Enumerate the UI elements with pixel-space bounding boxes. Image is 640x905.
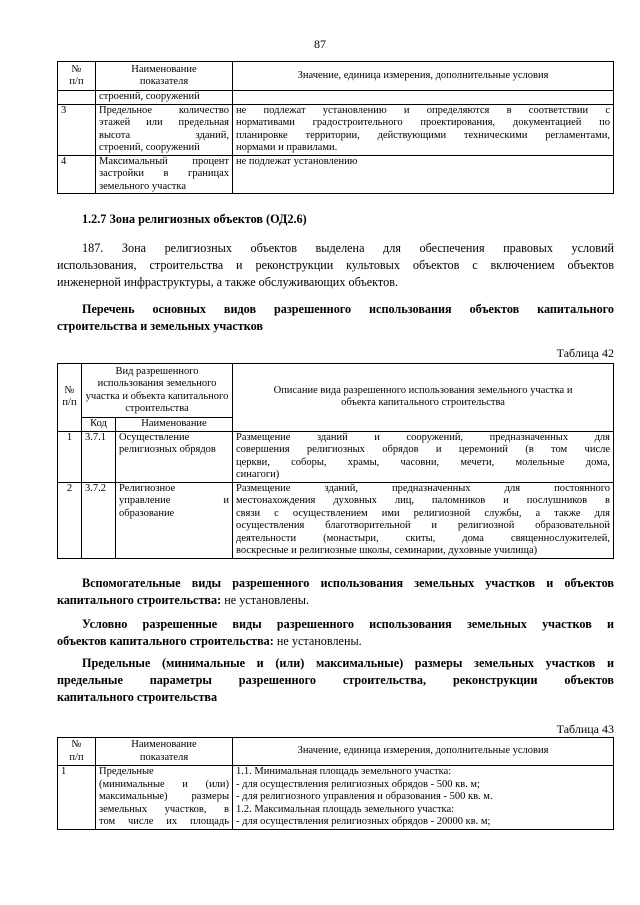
table-43 bbox=[57, 737, 614, 830]
aux-line: Вспомогательные виды разрешенного использования земельных участков и объектов bbox=[82, 576, 614, 590]
desc-line: местонахождения духовных лиц, паломников и послушников в bbox=[236, 495, 610, 506]
col-header-code: Код bbox=[82, 418, 116, 432]
row-value bbox=[233, 104, 614, 155]
aux-bold: капитального строительства: bbox=[57, 593, 222, 607]
cond-bold: объектов капитального строительства: bbox=[57, 634, 274, 648]
name-line: высота зданий, bbox=[99, 129, 229, 141]
col-header-description: Описание вида разрешенного использования земельного участка и объекта капитального строительства bbox=[233, 364, 614, 432]
col-header-no: № п/п bbox=[58, 62, 96, 91]
section-heading: 1.2.7 Зона религиозных объектов (ОД2.6) bbox=[82, 212, 307, 226]
name-line: образование bbox=[119, 507, 175, 519]
value-line: 1.1. Минимальная площадь земельного участка: bbox=[236, 766, 452, 777]
value-line: - для религиозного управления и образования - 500 кв. м. bbox=[236, 791, 493, 802]
value-line: 1.2. Максимальная площадь земельного участка: bbox=[236, 803, 455, 815]
row-no: 1 bbox=[58, 431, 82, 482]
limits-title bbox=[57, 655, 614, 706]
cond-line: Условно разрешенные виды разрешенного использования земельных участков и bbox=[82, 617, 614, 631]
title-line: Предельные (минимальные и (или) максимальные) размеры земельных участков и bbox=[82, 656, 614, 670]
row-value bbox=[233, 91, 614, 105]
row-name bbox=[96, 104, 233, 155]
row-code: 3.7.2 bbox=[82, 482, 116, 558]
value-line: планировке территории, действующими техническими регламентами, bbox=[236, 129, 610, 141]
cond-tail: не установлены. bbox=[273, 634, 362, 648]
table-row bbox=[58, 482, 614, 558]
desc-line: осуществления благотворительной и религиозной образовательной bbox=[236, 520, 610, 531]
desc-line: связи с осуществлением ими религиозной службы, а также для bbox=[236, 507, 610, 519]
col-header-name: Наименование показателя bbox=[96, 738, 233, 766]
name-line: том числе их площадь bbox=[99, 816, 229, 827]
table-continuation bbox=[57, 61, 614, 194]
name-line: Максимальный процент bbox=[99, 155, 229, 167]
desc-line: церкви, соборы, храмы, часовни, мечети, молельные дома, bbox=[236, 456, 610, 468]
row-name bbox=[96, 766, 233, 830]
row-no: 3 bbox=[58, 104, 96, 155]
row-no: 4 bbox=[58, 155, 96, 194]
col-header-no: № п/п bbox=[58, 738, 96, 766]
paragraph-line: 187. Зона религиозных объектов выделена для обеспечения правовых условий bbox=[82, 241, 614, 255]
desc-line: воскресные и религиозные школы, семинарии, духовные училища) bbox=[236, 545, 538, 556]
row-no: 1 bbox=[58, 766, 96, 830]
value-line: нормативами градостроительного проектирования, документацией по bbox=[236, 117, 610, 128]
name-line: земельного участка bbox=[99, 180, 186, 192]
title-line: капитального строительства bbox=[57, 690, 218, 704]
table-42 bbox=[57, 363, 614, 559]
title-line: Перечень основных видов разрешенного использования объектов капитального bbox=[82, 302, 614, 316]
name-line: Предельные bbox=[99, 766, 154, 777]
name-line: земельных участков, в bbox=[99, 803, 229, 815]
table-row bbox=[58, 91, 614, 105]
paragraph-line: инженерной инфраструктуры, а также обслуживающих объектов. bbox=[57, 275, 398, 289]
main-uses-title bbox=[57, 301, 614, 335]
name-line: управление и bbox=[119, 495, 230, 506]
row-name: строений, сооружений bbox=[96, 91, 233, 105]
table-row bbox=[58, 104, 614, 155]
desc-line: синагоги) bbox=[236, 469, 280, 480]
name-line: застройки в границах bbox=[99, 168, 229, 179]
col-header-no: № п/п bbox=[58, 364, 82, 432]
row-name bbox=[116, 431, 233, 482]
row-code: 3.7.1 bbox=[82, 431, 116, 482]
paragraph-line: использования, строительства и реконструкции культовых объектов с включением объектов bbox=[57, 258, 614, 272]
name-line: религиозных обрядов bbox=[119, 444, 216, 455]
name-line: Осуществление bbox=[119, 431, 190, 443]
section-paragraph bbox=[57, 240, 614, 291]
row-value bbox=[233, 766, 614, 830]
title-line: строительства и земельных участков bbox=[57, 319, 263, 333]
row-no: 2 bbox=[58, 482, 82, 558]
row-value bbox=[233, 155, 614, 194]
name-line: этажей или предельная bbox=[99, 117, 229, 128]
value-line: - для осуществления религиозных обрядов - 500 кв. м; bbox=[236, 778, 480, 790]
col-header-value: Значение, единица измерения, дополнительные условия bbox=[233, 62, 614, 91]
table-row bbox=[58, 431, 614, 482]
row-name bbox=[96, 155, 233, 194]
row-name bbox=[116, 482, 233, 558]
title-line: предельные параметры разрешенного строительства, реконструкции объектов bbox=[57, 673, 614, 687]
name-line: строений, сооружений bbox=[99, 142, 200, 153]
row-no bbox=[58, 91, 96, 105]
col-header-name: Наименование bbox=[116, 418, 233, 432]
col-header-value: Значение, единица измерения, дополнительные условия bbox=[233, 738, 614, 766]
value-line: нормами и правилами. bbox=[236, 142, 338, 153]
desc-line: Размещение зданий, предназначенных для постоянного bbox=[236, 482, 610, 494]
col-header-name: Наименование показателя bbox=[96, 62, 233, 91]
value-line: не подлежат установлению и определяются в соответствии с bbox=[236, 104, 610, 116]
desc-line: Размещение зданий и сооружений, предназначенных для bbox=[236, 431, 610, 443]
table-43-label: Таблица 43 bbox=[556, 722, 614, 736]
row-description bbox=[233, 482, 614, 558]
desc-line: деятельности (монастыри, скиты, дома священнослужителей, bbox=[236, 532, 610, 544]
name-line: Религиозное bbox=[119, 482, 176, 494]
conditional-uses bbox=[57, 616, 614, 650]
name-line: максимальные) размеры bbox=[99, 791, 229, 802]
value-line: - для осуществления религиозных обрядов - 20000 кв. м; bbox=[236, 816, 491, 827]
name-line: Предельное количество bbox=[99, 104, 229, 116]
col-header-kind: Вид разрешенного использования земельного участка и объекта капитального строительства bbox=[82, 364, 233, 418]
table-row bbox=[58, 766, 614, 830]
auxiliary-uses bbox=[57, 575, 614, 609]
page-number: 87 bbox=[314, 37, 326, 51]
aux-tail: не установлены. bbox=[221, 593, 310, 607]
table-row bbox=[58, 155, 614, 194]
value-line: не подлежат установлению bbox=[236, 155, 358, 167]
desc-line: совершения религиозных обрядов и церемоний (в том числе bbox=[236, 444, 610, 455]
name-line: (минимальные и (или) bbox=[99, 778, 229, 790]
table-42-label: Таблица 42 bbox=[556, 346, 614, 360]
row-description bbox=[233, 431, 614, 482]
